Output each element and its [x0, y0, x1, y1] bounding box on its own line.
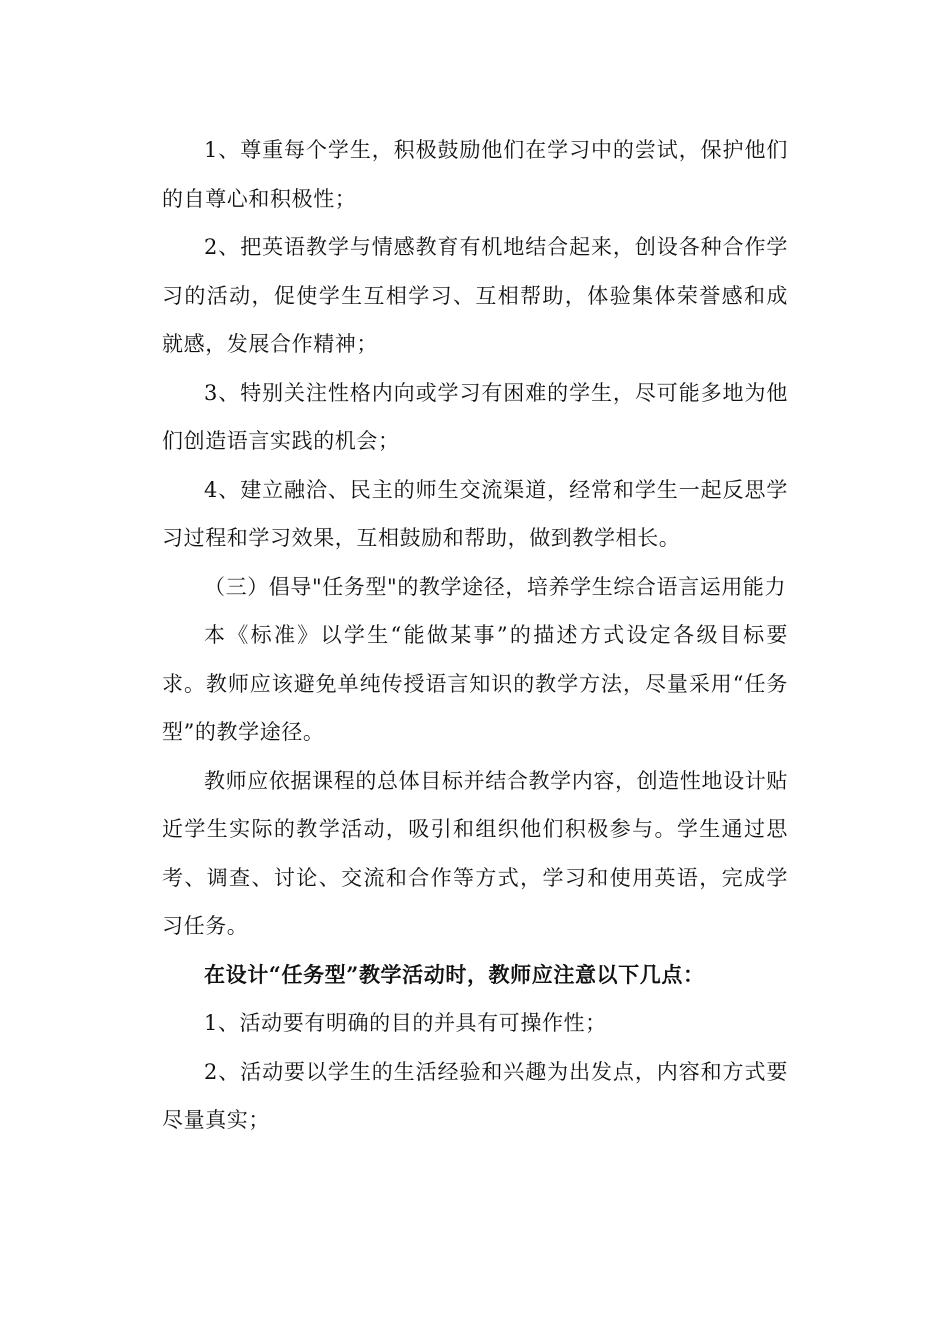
document-body — [162, 126, 788, 1145]
paragraph-teacher-design: 教师应依据课程的总体目标并结合教学内容，创造性地设计贴近学生实际的教学活动，吸引和组织他们积极参与。学生通过思考、调查、讨论、交流和合作等方式，学习和使用英语，完成学习任务。 — [162, 768, 788, 938]
paragraph-design-notes-heading: 在设计“任务型”教学活动时，教师应注意以下几点： — [204, 961, 705, 987]
paragraph-activity-experience: 2、活动要以学生的生活经验和兴趣为出发点，内容和方式要尽量真实； — [162, 1059, 788, 1132]
paragraph-respect-students: 1、尊重每个学生，积极鼓励他们在学习中的尝试，保护他们的自尊心和积极性； — [162, 138, 788, 211]
section-heading-task-based: （三）倡导"任务型"的教学途径，培养学生综合语言运用能力 — [204, 574, 787, 599]
paragraph-emotional-education: 2、把英语教学与情感教育有机地结合起来，创设各种合作学习的活动，促使学生互相学习、互相帮助，体验集体荣誉感和成就感，发展合作精神； — [162, 235, 788, 356]
paragraph-teacher-student-communication: 4、建立融洽、民主的师生交流渠道，经常和学生一起反思学习过程和学习效果，互相鼓励和帮助，做到教学相长。 — [162, 477, 788, 550]
paragraph-introverted-students: 3、特别关注性格内向或学习有困难的学生，尽可能多地为他们创造语言实践的机会； — [162, 380, 788, 453]
paragraph-activity-purpose: 1、活动要有明确的目的并具有可操作性； — [204, 1011, 607, 1035]
paragraph-standard-description: 本《标准》以学生“能做某事”的描述方式设定各级目标要求。教师应该避免单纯传授语言知识的教学方法，尽量采用“任务型”的教学途径。 — [162, 623, 788, 744]
